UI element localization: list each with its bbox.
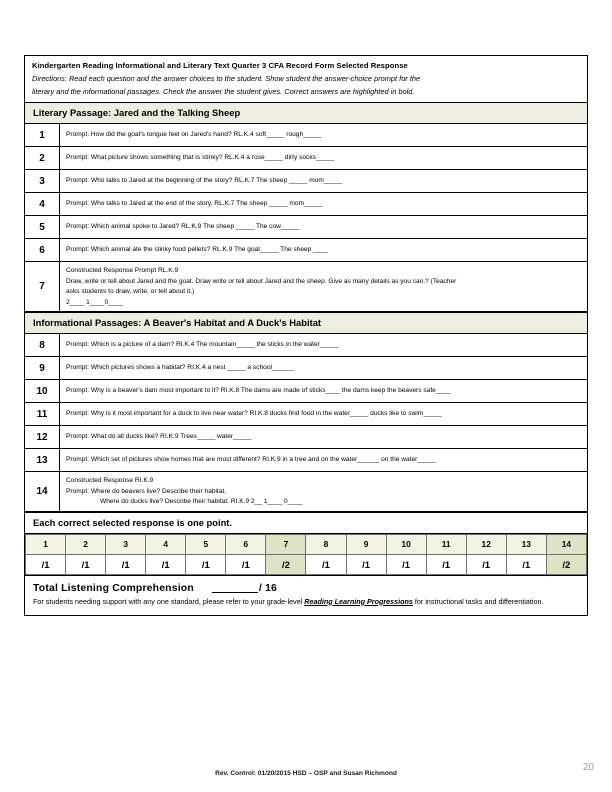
score-col-header: 2 <box>66 534 106 554</box>
question-number: 8 <box>25 334 60 356</box>
question-prompt: Prompt: How did the goat's tongue feel on Jared's hand? RL.K.4 soft_____ rough_____ <box>66 131 322 139</box>
score-cell[interactable]: /1 <box>466 554 506 574</box>
table-row <box>25 147 587 170</box>
reading-learning-progressions-link[interactable]: Reading Learning Progressions <box>304 596 413 606</box>
score-col-header: 4 <box>146 534 186 554</box>
total-score-blank[interactable] <box>212 592 258 593</box>
cr-line-1: Constructed Response Prompt RL.K.9 <box>66 267 179 274</box>
question-number: 13 <box>25 449 60 471</box>
question-number: 14 <box>25 472 60 511</box>
score-col-header: 7 <box>266 534 306 554</box>
table-row-constructed-response <box>25 262 587 312</box>
question-number: 5 <box>25 216 60 238</box>
question-prompt: Prompt: Which animal ate the stinky food pellets? RL.K.9 The goat_____ The sheep ____ <box>66 246 328 254</box>
score-col-header: 9 <box>346 534 386 554</box>
score-cell[interactable]: /1 <box>426 554 466 574</box>
question-number: 12 <box>25 426 60 448</box>
table-row <box>25 357 587 380</box>
total-denominator: / 16 <box>258 582 278 594</box>
score-col-header: 6 <box>226 534 266 554</box>
question-number: 1 <box>25 124 60 146</box>
cr-line-3: asks students to draw, write, or tell about it.) <box>66 288 195 295</box>
score-cell[interactable]: /2 <box>546 554 586 574</box>
scoring-value-row <box>26 554 587 574</box>
page-title: Kindergarten Reading Informational and Literary Text Quarter 3 CFA Record Form Selected Response <box>32 61 408 70</box>
question-prompt: Prompt: Which set of pictures show homes that are most different? RI.K.9 in a tree and on the water______ on the water_____ <box>66 456 436 464</box>
scoring-heading: Each correct selected response is one point. <box>25 512 587 534</box>
scoring-table <box>25 534 587 575</box>
score-col-header: 11 <box>426 534 466 554</box>
score-col-header: 8 <box>306 534 346 554</box>
table-row <box>25 403 587 426</box>
table-row <box>25 449 587 472</box>
total-block <box>25 576 587 616</box>
question-prompt: Prompt: What do all ducks like? RI.K.9 Trees_____ water_____ <box>66 433 252 441</box>
support-note-pre: For students needing support with any one standard, please refer to your grade-level <box>33 596 305 606</box>
question-number: 3 <box>25 170 60 192</box>
support-note-post: for <box>412 596 424 606</box>
question-number: 4 <box>25 193 60 215</box>
question-prompt: Prompt: Why is a beaver's dam most important to it? RI.K.8 The dams are made of sticks____ the dams keep the beavers safe____ <box>66 387 451 395</box>
question-prompt: Prompt: Who talks to Jared at the beginning of the story? RL.K.7 The sheep _____ mom_____ <box>66 177 343 185</box>
score-col-header: 13 <box>506 534 546 554</box>
score-col-header: 1 <box>26 534 66 554</box>
question-prompt: Prompt: Who talks to Jared at the end of the story. RL.K.7 The sheep _____ mom_____ <box>66 200 323 208</box>
intro-block <box>25 56 587 103</box>
question-prompt: Prompt: What picture shows something that is stinky? RL.K.4 a rose_____ dirty socks_____ <box>66 154 335 162</box>
question-number: 7 <box>25 262 60 311</box>
literary-passage-band: Literary Passage: Jared and the Talking Sheep <box>25 103 587 124</box>
table-row <box>25 426 587 449</box>
score-col-header: 10 <box>386 534 426 554</box>
total-label: Total Listening Comprehension <box>33 582 194 594</box>
question-prompt: Prompt: Which animal spoke to Jared? RL.K.9 The sheep _____ The cow_____ <box>66 223 300 231</box>
score-col-header: 3 <box>106 534 146 554</box>
score-cell[interactable]: /1 <box>186 554 226 574</box>
score-cell[interactable]: /1 <box>106 554 146 574</box>
support-note-line-2: instructional tasks and differentiation. <box>425 596 544 606</box>
table-row <box>25 334 587 357</box>
question-number: 9 <box>25 357 60 379</box>
score-cell[interactable]: /1 <box>146 554 186 574</box>
revision-control-footer: Rev. Control: 01/20/2015 HSD – OSP and Susan Richmond <box>215 770 397 777</box>
question-number: 11 <box>25 403 60 425</box>
constructed-response-prompt <box>60 472 587 511</box>
table-row <box>25 216 587 239</box>
page-number: 20 <box>582 762 594 773</box>
score-cell[interactable]: /1 <box>506 554 546 574</box>
scoring-header-row <box>26 534 587 554</box>
score-cell[interactable]: /1 <box>226 554 266 574</box>
table-row <box>25 170 587 193</box>
cr-score-blanks: 2____ 1____0____ <box>66 298 123 306</box>
cr-line-1: Constructed Response RI.K.9 <box>66 477 154 484</box>
table-row <box>25 193 587 216</box>
directions-line-1: Directions: Read each question and the answer choices to the student. Show student the answer-choice prompt for the <box>32 74 421 83</box>
question-prompt: Prompt: Which is a picture of a dam? RI.K.4 The mountain_____ the sticks in the water_____ <box>66 341 339 349</box>
score-col-header: 5 <box>186 534 226 554</box>
score-col-header: 14 <box>546 534 586 554</box>
score-cell[interactable]: /2 <box>266 554 306 574</box>
score-cell[interactable]: /1 <box>26 554 66 574</box>
question-number: 6 <box>25 239 60 261</box>
score-cell[interactable]: /1 <box>386 554 426 574</box>
question-prompt: Prompt: Which pictures shows a habitat? RI.K.4 a nest _____ a school______ <box>66 364 294 372</box>
score-col-header: 12 <box>466 534 506 554</box>
score-cell[interactable]: /1 <box>346 554 386 574</box>
question-number: 10 <box>25 380 60 402</box>
cr-line-2: Draw, write or tell about Jared and the goat. Draw write or tell about Jared and the sheep. Give as many details as you can.? (Teacher <box>66 277 457 285</box>
support-note <box>33 597 579 608</box>
table-row <box>25 380 587 403</box>
table-row <box>25 239 587 262</box>
question-number: 2 <box>25 147 60 169</box>
table-row <box>25 124 587 147</box>
score-cell[interactable]: /1 <box>306 554 346 574</box>
cr-line-2: Prompt: Where do beavers live? Describe their habitat. <box>66 487 227 495</box>
total-listening-comprehension <box>33 583 579 594</box>
informational-passages-band: Informational Passages: A Beaver's Habitat and A Duck's Habitat <box>25 312 587 334</box>
scoring-table-wrapper <box>25 534 587 576</box>
question-prompt: Prompt: Why is it most important for a duck to live near water? RI.K.8 ducks find food in the water_____ ducks like to swim_____ <box>66 410 442 418</box>
constructed-response-prompt <box>60 262 587 311</box>
cr-line-3: Where do ducks live? Describe their habitat. RI.K.9 2__ 1____ 0____ <box>100 498 303 505</box>
score-cell[interactable]: /1 <box>66 554 106 574</box>
directions-line-2: literary and the informational passages. Check the answer the student gives. Correct answers are highlighted in bold. <box>32 86 415 96</box>
record-form-sheet <box>24 55 588 616</box>
table-row-constructed-response <box>25 472 587 512</box>
